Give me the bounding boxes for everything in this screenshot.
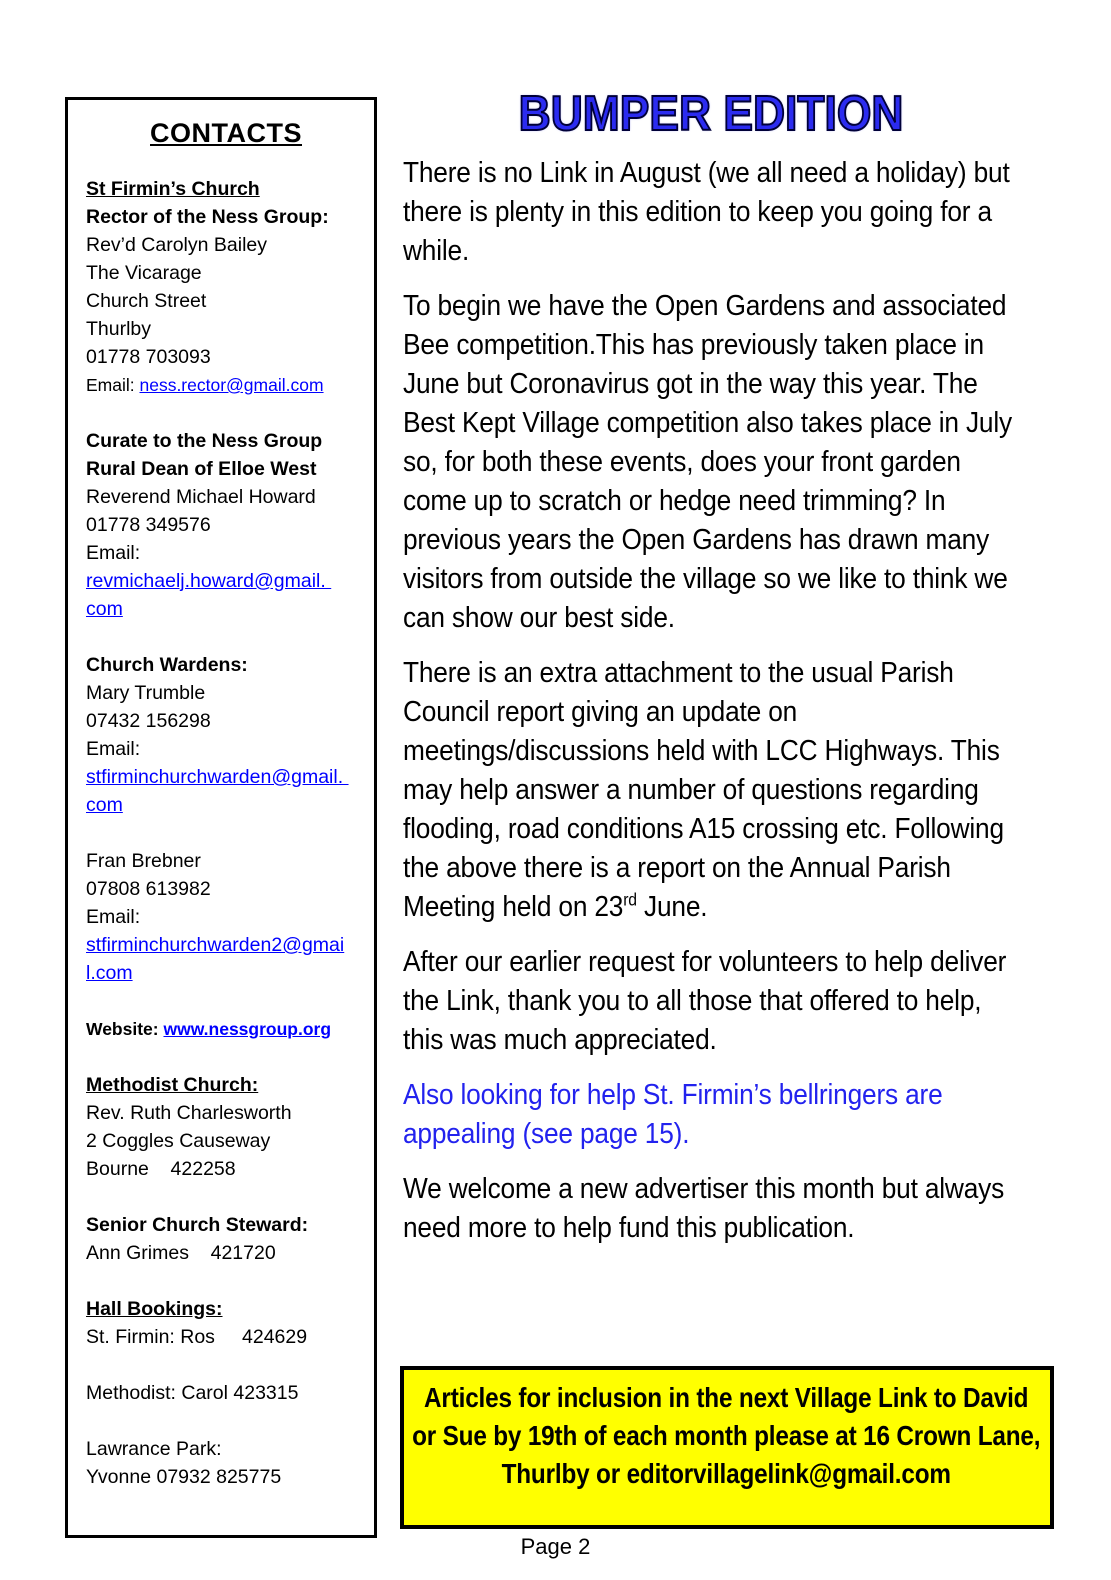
church-wardens-heading: Church Wardens: (86, 654, 248, 676)
senior-steward-contact: Ann Grimes 421720 (86, 1242, 276, 1264)
hall-bookings-heading: Hall Bookings: (86, 1298, 223, 1320)
spacer (86, 1267, 366, 1295)
ordinal-superscript: rd (623, 889, 637, 910)
methodist-church-heading: Methodist Church: (86, 1074, 259, 1096)
curate-heading: Curate to the Ness Group (86, 430, 323, 452)
paragraph-text: June. (636, 891, 708, 923)
contacts-box (65, 97, 377, 1538)
hall-booking-st-firmin: St. Firmin: Ros 424629 (86, 1326, 308, 1348)
senior-steward-heading: Senior Church Steward: (86, 1214, 309, 1236)
warden-name: Fran Brebner (86, 850, 201, 872)
website-label: Website: (86, 1019, 164, 1039)
spacer (86, 819, 366, 847)
rector-address-line: Thurlby (86, 318, 152, 340)
paragraph-no-link-august: There is no Link in August (we all need a holiday) but there is plenty in this edition to keep you going for a while. (403, 157, 1010, 267)
email-label: Email: (86, 542, 141, 564)
warden-name: Mary Trumble (86, 682, 206, 704)
rector-email-link[interactable]: ness.rector@gmail.com (139, 375, 324, 395)
curate-email-link[interactable]: com (86, 598, 123, 620)
website-line (86, 1015, 366, 1043)
hall-booking-methodist: Methodist: Carol 423315 (86, 1382, 299, 1404)
page-number: Page 2 (520, 1534, 591, 1559)
curate-name: Reverend Michael Howard (86, 486, 316, 508)
st-firmins-heading: St Firmin’s Church (86, 178, 260, 200)
curate-phone: 01778 349576 (86, 514, 211, 536)
methodist-town-phone: Bourne 422258 (86, 1158, 236, 1180)
spacer (86, 1351, 366, 1379)
lawrance-park-label: Lawrance Park: (86, 1438, 222, 1460)
methodist-address: 2 Coggles Causeway (86, 1130, 271, 1152)
rector-email-line (86, 371, 366, 399)
warden2-email-link[interactable]: l.com (86, 962, 133, 984)
articles-notice-text: Articles for inclusion in the next Village Link to David or Sue by 19th of each month please at 16 Crown Lane, Thurlby or editorvillagelink@gmail.com (412, 1382, 1041, 1489)
email-label: Email: (86, 738, 141, 760)
spacer (86, 1183, 366, 1211)
methodist-minister: Rev. Ruth Charlesworth (86, 1102, 292, 1124)
warden1-email-link[interactable]: stfirminchurchwarden@gmail. (86, 766, 349, 788)
website-link[interactable]: www.nessgroup.org (163, 1019, 332, 1039)
email-label: Email: (86, 906, 141, 928)
paragraph-parish-council (403, 654, 1019, 927)
paragraph-text: There is an extra attachment to the usual Parish Council report giving an update on meetings/discussions held with LCC Highways. This may help answer a number of questions regarding flooding, road conditions A15 crossing etc. Following the above there is a report on the Annual Parish Meeting held on 23 (403, 657, 1004, 923)
warden-phone: 07808 613982 (86, 878, 211, 900)
lawrance-park-contact: Yvonne 07932 825775 (86, 1466, 282, 1488)
rector-address-line: Church Street (86, 290, 207, 312)
rector-address-line: The Vicarage (86, 262, 202, 284)
rector-name: Rev’d Carolyn Bailey (86, 234, 267, 256)
warden1-email-link[interactable]: com (86, 794, 123, 816)
main-column (403, 86, 1019, 1264)
paragraph-volunteers-thanks: After our earlier request for volunteers to help deliver the Link, thank you to all those that offered to help, this was much appreciated. (403, 946, 1007, 1056)
curate-heading: Rural Dean of Elloe West (86, 458, 317, 480)
paragraph-open-gardens: To begin we have the Open Gardens and associated Bee competition.This has previously taken place in June but Coronavirus got in the way this year. The Best Kept Village competition also takes place in July so, for both these events, does your front garden come up to scratch or hedge need trimming? In previous years the Open Gardens has drawn many visitors from outside the village so we like to think we can show our best side. (403, 290, 1012, 634)
curate-email-link[interactable]: revmichaelj.howard@gmail. (86, 570, 332, 592)
paragraph-bellringers-appeal: Also looking for help St. Firmin’s bellringers are appealing (see page 15). (403, 1079, 943, 1150)
spacer (86, 987, 366, 1015)
contacts-title: CONTACTS (150, 118, 302, 148)
email-label: Email: (86, 375, 140, 395)
warden-phone: 07432 156298 (86, 710, 211, 732)
paragraph-new-advertiser: We welcome a new advertiser this month but always need more to help fund this publication. (403, 1173, 1005, 1244)
rector-label: Rector of the Ness Group: (86, 206, 329, 228)
articles-notice-box (400, 1366, 1054, 1529)
spacer (86, 623, 366, 651)
spacer (86, 1407, 366, 1435)
spacer (86, 1043, 366, 1071)
rector-phone: 01778 703093 (86, 346, 211, 368)
spacer (86, 399, 366, 427)
page-title: BUMPER EDITION (518, 87, 904, 141)
warden2-email-link[interactable]: stfirminchurchwarden2@gmai (86, 934, 345, 956)
